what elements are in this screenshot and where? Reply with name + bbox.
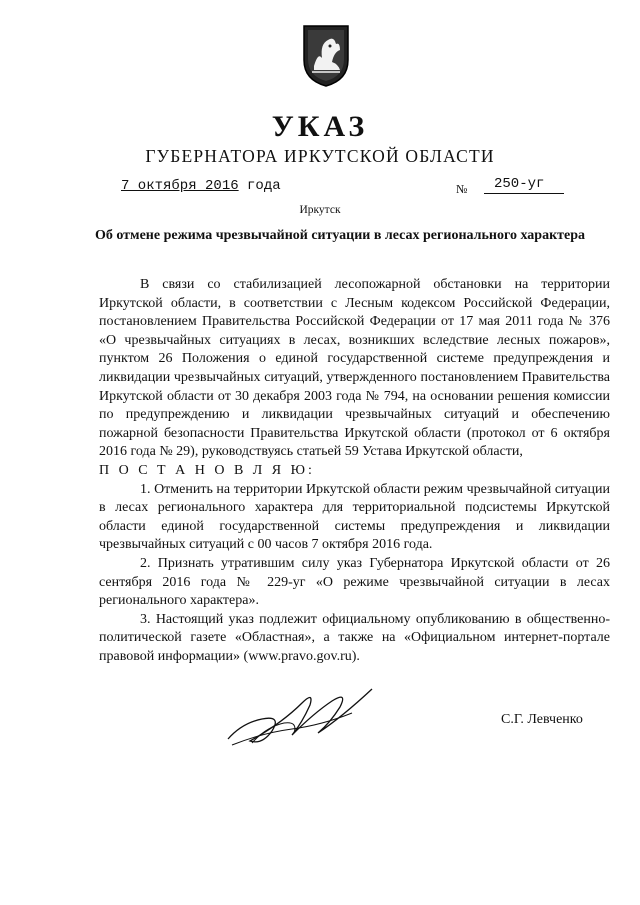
decree-date bbox=[121, 178, 281, 194]
place-of-issue: Иркутск bbox=[299, 204, 341, 216]
handwritten-signature-icon bbox=[222, 683, 382, 753]
decree-title: УКАЗ bbox=[271, 110, 369, 143]
item-2-paragraph: 2. Признать утратившим силу указ Губернатора Иркутской области от 26 сентября 2016 года № 229-уг «О режиме чрезвычайной ситуации в лесах регионального характера». bbox=[99, 555, 610, 609]
decree-issuer: ГУБЕРНАТОРА ИРКУТСКОЙ ОБЛАСТИ bbox=[145, 146, 495, 166]
date-value: 7 октября 2016 bbox=[121, 178, 239, 194]
item-1-paragraph: 1. Отменить на территории Иркутской области режим чрезвычайной ситуации в лесах регионального характера для территориальной подсистемы Иркутской области единой государственной системы предупреждения и ликвидации чрезвычайных ситуаций с 00 часов 7 октября 2016 года. bbox=[99, 481, 610, 553]
decree-heading: Об отмене режима чрезвычайной ситуации в лесах регионального характера bbox=[94, 228, 586, 243]
number-value: 250-уг bbox=[484, 176, 564, 194]
coat-of-arms-icon bbox=[300, 22, 352, 88]
item-3-paragraph: 3. Настоящий указ подлежит официальному опубликованию в общественно-политической газете «Областная», а также на «Официальном интернет-портале правовой информации» (www.pravo.gov.ru). bbox=[99, 611, 610, 664]
date-suffix: года bbox=[247, 178, 281, 194]
signer-name: С.Г. Левченко bbox=[501, 712, 583, 727]
number-label: № bbox=[456, 182, 468, 196]
decree-word: П О С Т А Н О В Л Я Ю: bbox=[99, 462, 315, 478]
preamble-paragraph: В связи со стабилизацией лесопожарной обстановки на территории Иркутской области, в соответствии с Лесным кодексом Российской Федерации, постановлением Правительства Российской Федерации от 17 мая 2011 года № 376 «О чрезвычайных ситуациях в лесах, возникших вследствие лесных пожаров», пунктом 26 Положения о единой государственной системе предупреждения и ликвидации чрезвычайных ситуаций, утвержденного постановлением Правительства Иркутской области от 30 декабря 2003 года № 794, на основании решения комиссии по предупреждению и ликвидации чрезвычайных ситуаций и обеспечению пожарной безопасности Правительства Иркутской области (протокол от 6 октября 2016 года № 29), руководствуясь статьей 59 Устава Иркутской области, bbox=[99, 277, 610, 460]
decree-body bbox=[99, 276, 610, 666]
